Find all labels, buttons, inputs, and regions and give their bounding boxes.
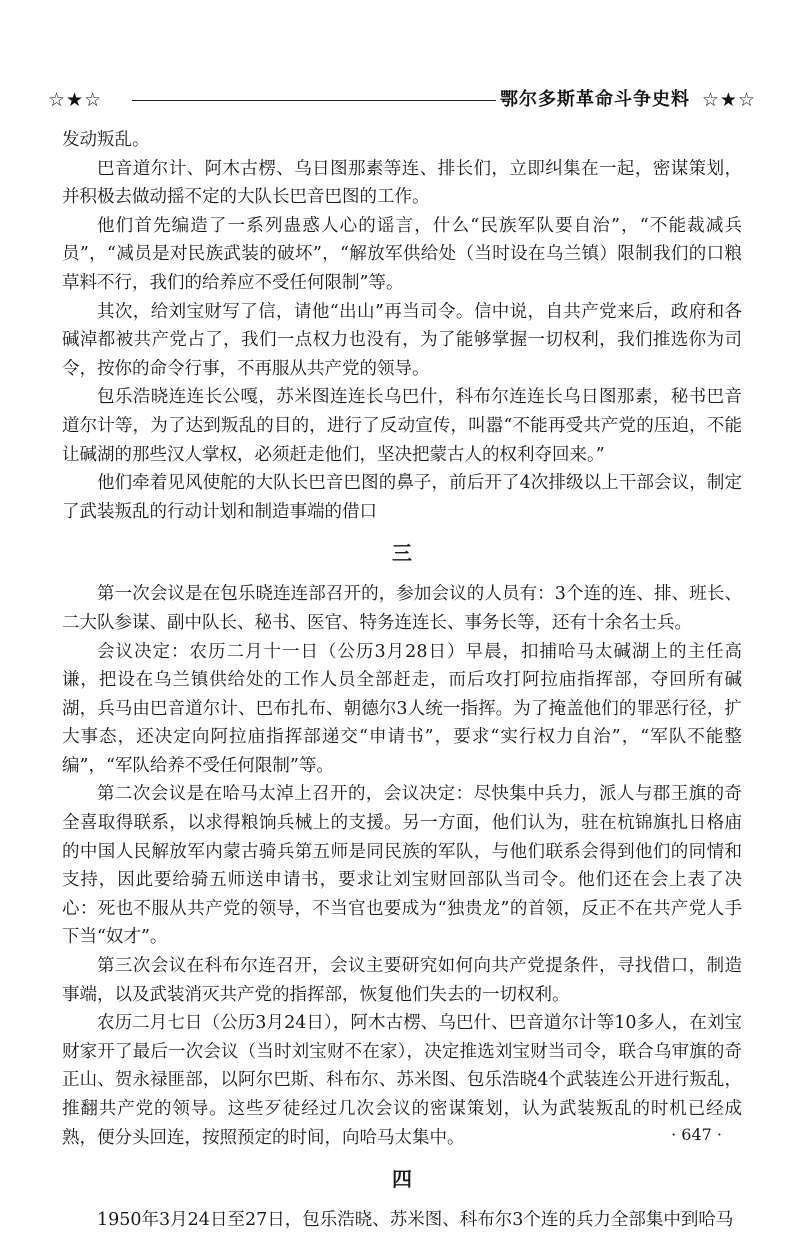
paragraph-continuation: 发动叛乱。: [62, 130, 150, 150]
header-stars-right: ☆★☆: [701, 89, 756, 111]
paragraph: 包乐浩晓连连长公嘎，苏米图连连长乌巴什，科布尔连连长乌日图那素，秘书巴音道尔计等，为了达到叛乱的目的，进行了反动宣传，叫嚣“不能再受共产党的压迫，不能让碱湖的那些汉人掌权，必须赶走他们，坚决把蒙古人的权利夺回来。”: [62, 387, 742, 465]
page-number: · 647 ·: [671, 1125, 722, 1144]
paragraph: 1950年3月24日至27日，包乐浩晓、苏米图、科布尔3个连的兵力全部集中到哈马: [97, 1210, 734, 1231]
paragraph: 农历二月七日（公历3月24日），阿木古楞、乌巴什、巴音道尔计等10多人，在刘宝财家开了最后一次会议（当时刘宝财不在家），决定推选刘宝财当司令，联合乌审旗的奇正山、贺永禄匪部，以阿尔巴斯、科布尔、苏米图、包乐浩晓4个武装连公开进行叛乱，推翻共产党的领导。这些歹徒经过几次会议的密谋策划，认为武装叛乱的时机已经成熟，便分头回连，按照预定的时间，向哈马太集中。: [62, 1013, 742, 1148]
paragraph: 他们牵着见风使舵的大队长巴音巴图的鼻子，前后开了4次排级以上干部会议，制定了武装叛乱的行动计划和制造事端的借口: [62, 473, 742, 522]
header-title: 鄂尔多斯革命斗争史料: [500, 89, 690, 110]
paragraph: 第一次会议是在包乐晓连连部召开的，参加会议的人员有：3个连的连、排、班长、二大队参谋、副中队长、秘书、医官、特务连连长、事务长等，还有十余名士兵。: [62, 584, 742, 633]
paragraph: 第二次会议是在哈马太淖上召开的，会议决定：尽快集中兵力，派人与郡王旗的奇全喜取得联系，以求得粮饷兵械上的支援。另一方面，他们认为，驻在杭锦旗扎日格庙的中国人民解放军内蒙古骑兵第五师是同民族的军队，与他们联系会得到他们的同情和支持，因此要给骑五师送申请书，要求让刘宝财回部队当司令。他们还在会上表了决心：死也不服从共产党的领导，不当官也要成为“独贵龙”的首领，反正不在共产党人手下当“奴才”。: [62, 784, 742, 948]
paragraph: 其次，给刘宝财写了信，请他“出山”再当司令。信中说，自共产党来后，政府和各碱淖都被共产党占了，我们一点权力也没有，为了能够掌握一切权利，我们推选你为司令，按你的命令行事，不再服从共产党的领导。: [62, 301, 742, 379]
paragraph: 第三次会议在科布尔连召开，会议主要研究如何向共产党提条件，寻找借口，制造事端，以及武装消灭共产党的指挥部，恢复他们失去的一切权利。: [62, 956, 742, 1005]
paragraph: 巴音道尔计、阿木古楞、乌日图那素等连、排长们，立即纠集在一起，密谋策划，并积极去做动摇不定的大队长巴音巴图的工作。: [62, 158, 742, 208]
paragraph: 会议决定：农历二月十一日（公历3月28日）早晨，扣捕哈马太碱湖上的主任高谦，把设在乌兰镇供给处的工作人员全部赶走，而后攻打阿拉庙指挥部，夺回所有碱湖，兵马由巴音道尔计、巴布扎布、朝德尔3人统一指挥。为了掩盖他们的罪恶行径，扩大事态，还决定向阿拉庙指挥部递交“申请书”，要求“实行权力自治”，“军队不能整编”，“军队给养不受任何限制”等。: [62, 641, 742, 776]
section-heading-three: 三: [392, 541, 412, 566]
paragraph: 他们首先编造了一系列蛊惑人心的谣言，什么“民族军队要自治”，“不能裁减兵员”，“减员是对民族武装的破坏”，“解放军供给处（当时设在乌兰镇）限制我们的口粮草料不行，我们的给养应不受任何限制”等。: [62, 215, 742, 293]
page-body: [62, 126, 742, 1235]
header-rule: [132, 100, 496, 101]
running-header: [48, 86, 756, 116]
header-stars-left: ☆★☆: [48, 89, 103, 111]
section-heading-four: 四: [392, 1167, 412, 1192]
